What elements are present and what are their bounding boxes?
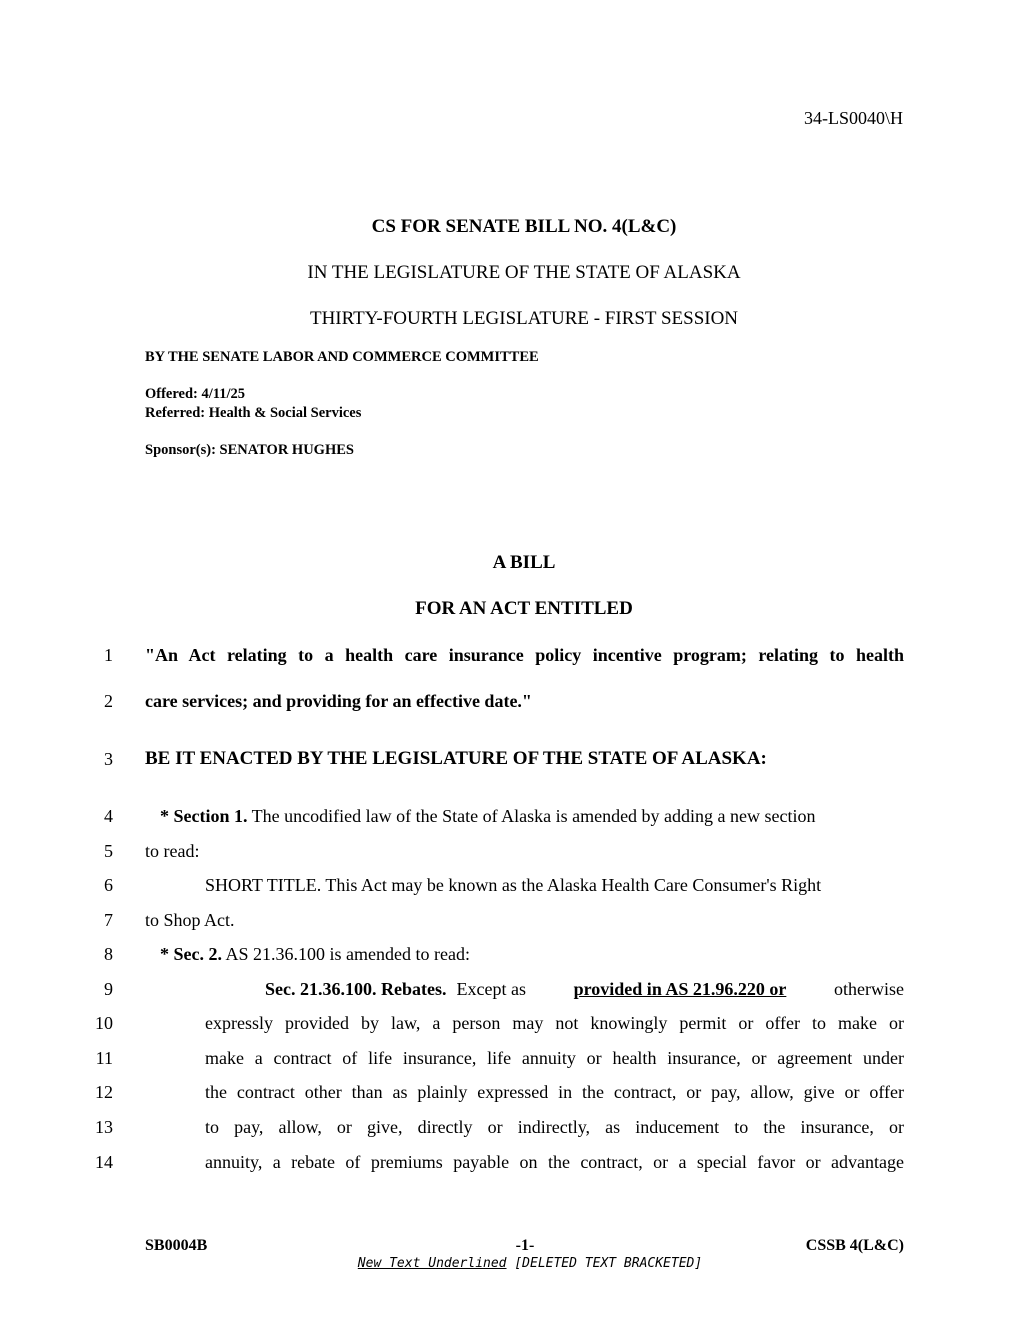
line-number: 13 bbox=[95, 1117, 113, 1137]
statute-body-line: expressly provided by law, a person may not knowingly permit or offer to make or bbox=[205, 1013, 904, 1033]
statute-body-line: to pay, allow, or give, directly or indirectly, as inducement to the insurance, or bbox=[205, 1117, 904, 1137]
section-label: * Section 1. bbox=[160, 806, 248, 826]
body-line: to Shop Act. bbox=[145, 910, 235, 930]
line-number: 3 bbox=[104, 749, 113, 769]
line-number: 5 bbox=[104, 841, 113, 861]
offered-date: Offered: 4/11/25 bbox=[145, 386, 246, 402]
line-number: 4 bbox=[104, 806, 113, 826]
section-label: * Sec. 2. bbox=[160, 944, 222, 964]
committee-line: BY THE SENATE LABOR AND COMMERCE COMMITTEE bbox=[145, 349, 539, 365]
line-number: 11 bbox=[95, 1048, 113, 1068]
section-text: The uncodified law of the State of Alaska is amended by adding a new section bbox=[247, 806, 816, 826]
line-number: 2 bbox=[104, 691, 113, 711]
bill-title: CS FOR SENATE BILL NO. 4(L&C) bbox=[371, 216, 677, 237]
line-number: 8 bbox=[104, 944, 113, 964]
legend-deleted-text: [DELETED TEXT BRACKETED] bbox=[514, 1256, 703, 1271]
body-line: to read: bbox=[145, 841, 200, 861]
line-number: 14 bbox=[95, 1152, 113, 1172]
legislature-line: IN THE LEGISLATURE OF THE STATE OF ALASKA bbox=[307, 262, 741, 283]
legend-new-text: New Text Underlined bbox=[357, 1256, 507, 1271]
edit-legend bbox=[0, 1256, 1024, 1271]
footer-bill-name: CSSB 4(L&C) bbox=[805, 1237, 904, 1254]
line-number: 10 bbox=[95, 1013, 113, 1033]
statute-body-line: the contract other than as plainly expressed in the contract, or pay, allow, give or offer bbox=[205, 1082, 904, 1102]
line-number: 6 bbox=[104, 875, 113, 895]
line-number: 7 bbox=[104, 910, 113, 930]
line-number: 9 bbox=[104, 979, 113, 999]
new-text-underlined: provided in AS 21.96.220 or bbox=[573, 979, 787, 999]
act-title-line: care services; and providing for an effective date." bbox=[145, 691, 532, 711]
bill-subheading: FOR AN ACT ENTITLED bbox=[415, 598, 633, 619]
statute-heading: Sec. 21.36.100. Rebates. bbox=[265, 979, 447, 999]
document-id: 34-LS0040\H bbox=[804, 108, 903, 128]
enacting-clause: BE IT ENACTED BY THE LEGISLATURE OF THE STATE OF ALASKA: bbox=[145, 748, 767, 769]
session-line: THIRTY-FOURTH LEGISLATURE - FIRST SESSION bbox=[309, 308, 739, 329]
section-1-line bbox=[160, 806, 904, 827]
line-number: 1 bbox=[104, 645, 113, 665]
body-text: otherwise bbox=[834, 979, 904, 999]
act-title-line: "An Act relating to a health care insurance policy incentive program; relating to health bbox=[145, 645, 904, 665]
body-line: SHORT TITLE. This Act may be known as the Alaska Health Care Consumer's Right bbox=[205, 875, 822, 895]
sponsor-line: Sponsor(s): SENATOR HUGHES bbox=[145, 442, 354, 458]
section-2-line bbox=[160, 944, 470, 965]
referred-to: Referred: Health & Social Services bbox=[145, 405, 362, 421]
bill-heading: A BILL bbox=[492, 552, 556, 573]
footer-bill-code: SB0004B bbox=[145, 1237, 208, 1254]
section-text: AS 21.36.100 is amended to read: bbox=[222, 944, 470, 964]
page-number: -1- bbox=[515, 1237, 535, 1254]
statute-body-line: annuity, a rebate of premiums payable on the contract, or a special favor or advantage bbox=[205, 1152, 904, 1172]
statute-body-line: make a contract of life insurance, life annuity or health insurance, or agreement under bbox=[205, 1048, 904, 1068]
statute-heading-line bbox=[265, 979, 904, 1000]
body-text: Except as bbox=[456, 979, 526, 999]
line-number: 12 bbox=[95, 1082, 113, 1102]
